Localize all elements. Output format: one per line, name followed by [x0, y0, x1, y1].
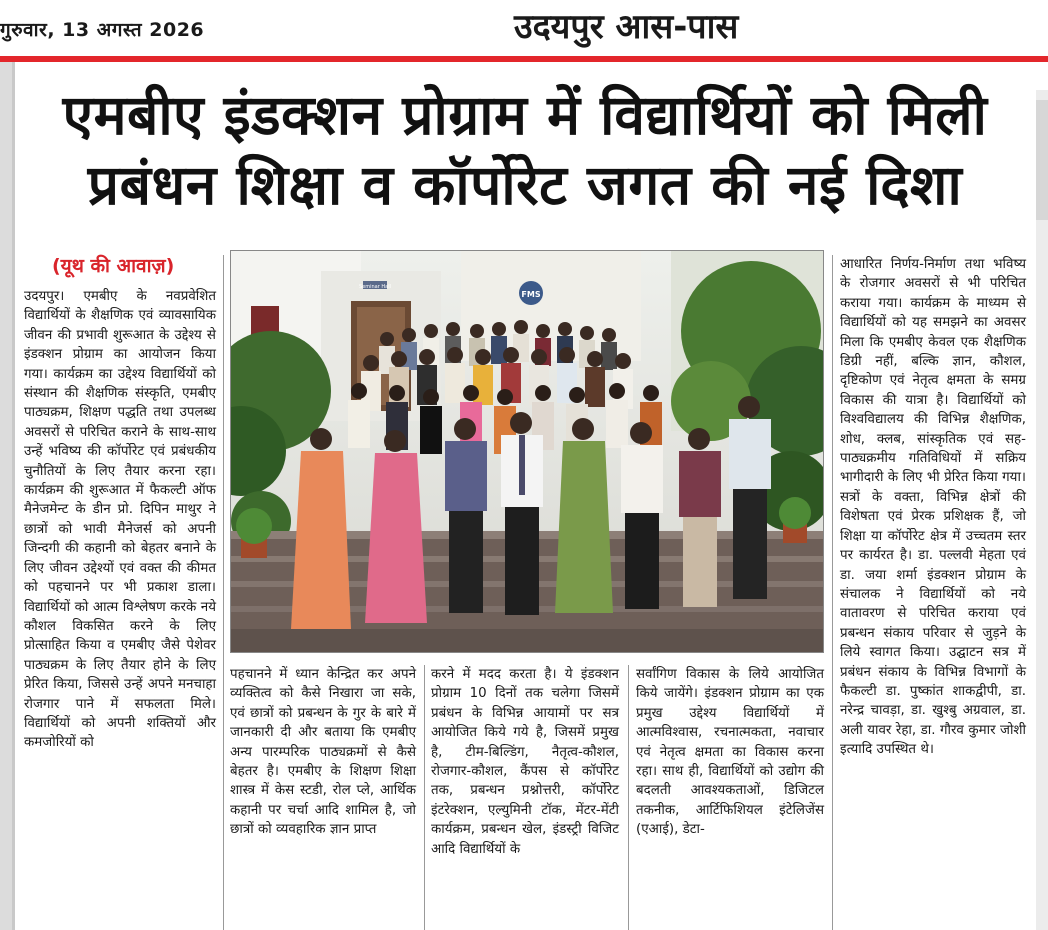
article-column-1: उदयपुर। एमबीए के नवप्रवेशित विद्यार्थियों के शैक्षणिक एवं व्यावसायिक जीवन की प्रभावी शुरूआत के उद्देश्य से इंडक्शन प्रोग्राम का आयोजन किया गया। कार्यक्रम का उद्देश्य विद्यार्थियों को संस्थान की शैक्षणिक संस्कृति, एमबीए पाठ्यक्रम, शिक्षण पद्धति तथा उपलब्ध अवसरों से परिचित कराने के साथ-साथ उन्हें भविष्य की कॉर्पोरेट एवं प्रबंधकीय चुनौतियों के लिए तैयार करना रहा। कार्यक्रम की शुरूआत में फैकल्टी ऑफ मैनेजमेन्ट के डीन प्रो. दिपिन माथुर ने छात्रों को भावी मैनेजर्स को अपनी जिन्दगी की कहानी को बेहतर बनाने के लिए जीवन उद्देश्यों एवं वक्त की कीमत को पहचानने पर भी प्रकाश डाला। विद्यार्थियों को आत्म विश्लेषण करके नये कौशल विकसित करने के लिए प्रोत्साहित किया व एमबीए जैसे पेशेवर पाठ्यक्रम के लिए तैयार होने के लिए प्रेरित किया, जिससे उन्हें अपने मनचाहा रोजगार पाने में सफलता मिले। विद्यार्थियों को अपनी शक्तियों और कमजोरियों को: [24, 289, 216, 751]
left-page-edge: [0, 62, 12, 930]
article-column-5: आधारित निर्णय-निर्माण तथा भविष्य के रोजगार अवसरों से भी परिचित कराया गया। कार्यक्रम के माध्यम से विद्यार्थियों को यह समझने का अवसर मिला कि एमबीए केवल एक शैक्षणिक डिग्री नहीं, बल्कि ज्ञान, कौशल, दृष्टिकोण एवं नेतृत्व क्षमता के समग्र विकास की यात्रा है। विद्यार्थियों को विश्वविद्यालय की विभिन्न शैक्षणिक, शोध, क्लब, सांस्कृतिक एवं सह-पाठ्यक्रमीय गतिविधियों में सक्रिय भागीदारी के लिए भी प्रेरित किया गया। सत्रों के वक्ता, विभिन्न क्षेत्रों की विशेषता एवं प्रेरक प्रशिक्षक हैं, जो शिक्षा या कॉर्पोरेट क्षेत्र में उच्चतम स्तर पर कार्यरत है। डा. पल्लवी मेहता एवं डा. जया शर्मा इंडक्शन प्रोग्राम के संचालक ने विद्यार्थियों को नये वातावरण से परिचित कराया एवं प्रबन्धन संकाय परिवार से जुड़ने के लिये स्वागत किया। उद्घाटन सत्र में प्रबंधन संकाय के विभिन्न विभागों के फैकल्टी डा. पुष्कांत शाकद्वीपी, डा. नरेन्द्र चावड़ा, डा. खुश्बु अग्रवाल, डा. अली यावर रेहा, डा. गौरव कुमार जोशी इत्यादि उपस्थित थे।: [840, 257, 1026, 758]
fms-emblem-text: FMS: [521, 290, 541, 299]
group-photo: [230, 250, 824, 653]
article-headline: [20, 80, 1030, 220]
column-rule-2: [424, 665, 425, 930]
door-sign-text: Seminar Hall: [359, 284, 391, 290]
header-red-rule: [0, 56, 1048, 62]
column-rule-3: [628, 665, 629, 930]
headline-line-1: एमबीए इंडक्शन प्रोग्राम में विद्यार्थियों को मिली: [62, 83, 988, 147]
right-adjacent-clipping: [1036, 100, 1048, 220]
dateline: गुरुवार, 13 अगस्त 2026: [0, 19, 205, 41]
column-rule-4: [832, 255, 833, 930]
article-column-2: पहचानने में ध्यान केन्द्रित कर अपने व्यक्तित्व को कैसे निखारा जा सके, एवं छात्रों को प्रबन्धन के गुर के बारे में जानकारी दी और बताया कि एमबीए अन्य पारम्परिक पाठ्यक्रमों से कैसे बेहतर है। एमबीए के शिक्षण शिक्षा शास्त्र में केस स्टडी, रोल प्ले, आर्थिक कहानी पर चर्चा आदि शामिल है, जो छात्रों को व्यवहारिक ज्ञान प्राप्त: [230, 667, 416, 838]
section-title: उदयपुर आस-पास: [514, 7, 739, 47]
headline-line-2: प्रबंधन शिक्षा व कॉर्पोरेट जगत की नई दिशा: [87, 153, 963, 217]
article-column-4: सर्वांगिण विकास के लिये आयोजित किये जायेंगे। इंडक्शन प्रोग्राम का एक प्रमुख उद्देश्य विद्यार्थियों में आत्मविश्वास, रचनात्मकता, नवाचार एवं नेतृत्व क्षमता का विकास करना रहा। साथ ही, विद्यार्थियों को उद्योग की बदलती आवश्यकताओं, डिजिटल तकनीक, आर्टिफिशियल इंटेलिजेंस (एआई), डेटा-: [636, 667, 824, 838]
column-rule-1: [223, 255, 224, 930]
left-page-edge-shadow: [12, 62, 15, 930]
group-photo-illustration: [231, 251, 823, 652]
byline-tag: (यूथ की आवाज़): [52, 255, 175, 277]
page-header-band: [0, 0, 1048, 62]
article-column-3: करने में मदद करता है। ये इंडक्शन प्रोग्राम 10 दिनों तक चलेगा जिसमें प्रबंधन के विभिन्न आयामों पर सत्र आयोजित किये गये है, जिसमें प्रमुख है, टीम-बिल्डिंग, नैतृत्व-कौशल, रोजगार-कौशल, कैंपस से कॉर्पोरेट तक, प्रबन्धन प्रश्नोत्तरी, कॉर्पोरेट इंटरेक्शन, एल्युमिनी टॉक, मेंटर-मेंटी कार्यक्रम, प्रबन्धन खेल, इंडस्ट्री विजिट आदि विद्यार्थियों के: [431, 667, 619, 857]
